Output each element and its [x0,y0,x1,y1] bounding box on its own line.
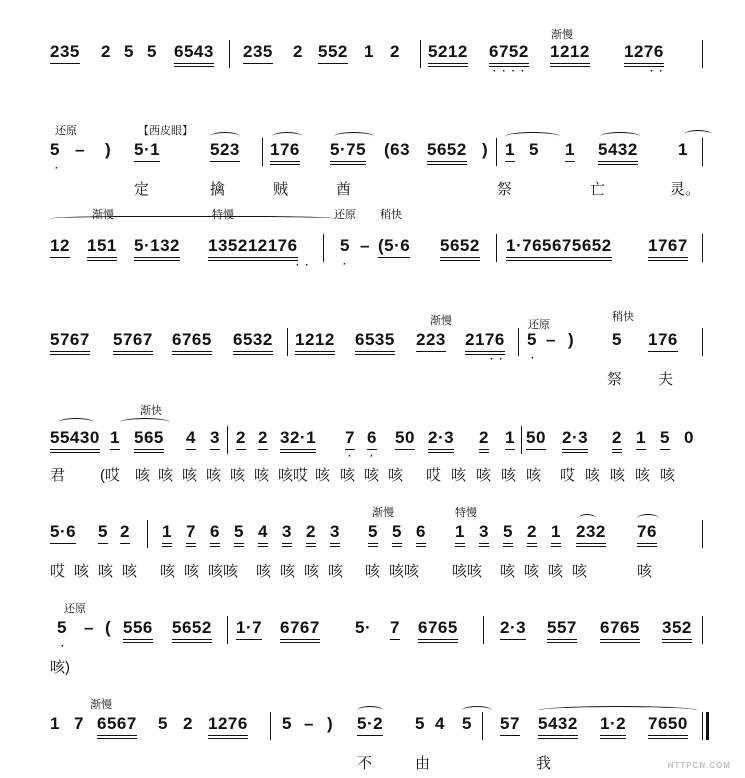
jianpu-score: 渐慢 235 2 5 5 6543 235 2 552 1 2 5212 6752 ···· 1212 1276 ·· 还原 【西皮眼】 5 · – ) 5·1 523 176 5·75 (63 5652 ) 1 5 1 5432 1 定 擒 贼 酋 祭 亡 灵。 渐慢 特慢 还原 稍快 12 151 5·132 135212176 ·· 5 · – (5·6 5652 1·765675652 1767 渐慢 还原 稍快 5767 5767 6765 6532 1212 6535 223 2176 ·· 5 · – ) 5 176 祭 夫 渐快 55430 1 565 4 3 2 2 32·1 7 · 6 · 50 2·3 2 1 50 2·3 2 1 5 0 君 (哎 咳 咳 咳 咳 咳 咳 咳哎 咳 咳 咳 咳 哎 咳 咳 咳 咳 哎 咳 咳 咳 咳 渐慢 特慢 5·6 5 2 1 7 6 5 4 3 2 3 5 5 6 1 3 5 2 1 232 76 哎 咳 咳 咳 咳 咳 咳咳 咳 咳 咳 咳 咳 咳咳 咳咳 咳 咳 咳 咳 咳 还原 5 · – ( 556 5652 1·7 6767 5· 7 6765 2·3 557 6765 352 咳) 渐慢 1 7 6567 5 2 1276 5 – ) 5·2 5 4 5 57 5432 1·2 7650 不 由 我 HTTPCN.COM [0,0,745,778]
lyric: 咳 [158,467,174,484]
lyric: 咳 [280,563,296,580]
note: 2 [120,522,130,544]
lyric: 咳咳 [452,563,483,580]
note-group: 55430 [50,428,100,453]
lyric: 由 [415,755,431,772]
tempo-mark: 渐快 [140,405,162,417]
lyric: 贼 [273,181,289,198]
barline [270,712,271,740]
lyric: 咳 [364,467,380,484]
note: 7 [186,522,196,547]
barline [702,234,703,262]
barline [229,40,230,68]
note: 5 [392,522,402,547]
note: 5 [503,522,513,547]
note: 5 [158,714,168,733]
note: 1 [565,140,575,162]
lyric: 祭 [607,371,623,388]
note-group: 2·3 [562,428,588,453]
final-barline [702,712,709,740]
lyric: 咳 [315,467,331,484]
note-group: 2 [390,42,400,61]
note: 1 [162,522,172,547]
note: 4 [258,522,268,547]
barline [521,426,522,454]
lyric: 咳 [254,467,270,484]
lyric: 咳咳 [208,563,239,580]
note: 0 [684,428,694,447]
note: 7 [74,714,84,733]
rest: – [304,714,314,733]
paren: ) [105,140,112,159]
note-group: 5432 [598,140,638,165]
note: 2 [306,522,316,547]
lyric: 咳 [256,563,272,580]
note: 7 [390,618,400,640]
lyric: 咳哎 [278,467,309,484]
note: 1 [505,140,515,162]
rest: – [84,618,94,637]
note-group: 523 [210,140,240,162]
note-group: 1276 [208,714,248,739]
barline [227,616,228,644]
tempo-mark: 渐慢 [551,29,573,41]
note-group: 5432 [538,714,578,739]
lyric: 咳 [98,563,114,580]
lyric: 祭 [497,181,513,198]
note: 5 [527,330,537,349]
note-group: 1·765675652 [506,236,612,261]
tempo-mark: 还原 [334,209,356,221]
note-group: 5·6 [50,522,76,544]
lyric: 定 [134,181,150,198]
lyric: 咳 [524,563,540,580]
note: 2 [258,428,268,450]
rest: – [546,330,556,349]
barline [323,234,324,262]
barline [482,712,483,740]
lyric: 咳 [365,563,381,580]
lyric: 咳 [122,563,138,580]
barline [496,138,497,166]
note-group: 352 [662,618,692,643]
lyric: 咳 [476,467,492,484]
note: 3 [282,522,292,547]
lyric: (哎 [100,467,120,484]
note: 5 [415,714,425,733]
note: 4 [435,714,445,733]
lyric: 咳 [526,467,542,484]
note-group: 5 [124,42,134,61]
tempo-mark: 还原 [528,319,550,331]
lyric: 酋 [336,181,352,198]
lyric: 灵。 [670,181,701,198]
note-group: 5767 [113,330,153,355]
paren: ( [105,618,112,637]
barline [147,520,148,548]
paren: ) [327,714,334,733]
note: 2 [612,428,622,453]
lyric: 我 [536,755,552,772]
lyric: 咳 [500,563,516,580]
barline [702,138,703,166]
note-group: (5·6 [378,236,410,258]
barline [702,40,703,68]
lyric: 咳 [635,467,651,484]
note: 5 [340,236,350,255]
lyric: 夫 [658,371,674,388]
note-group: 6765 [418,618,458,643]
note-group: 76 [637,522,657,547]
note-group: 1·2 [600,714,626,739]
note-group: 5·2 [357,714,383,736]
note-group: 1·7 [236,618,262,640]
note: 6 [416,522,426,547]
tempo-mark: 渐慢 [372,507,394,519]
note-group: 1767 [648,236,688,261]
note-group: 6567 [97,714,137,739]
note: 1 [678,140,688,159]
barline [702,520,703,548]
style-mark: 【西皮眼】 [138,125,193,137]
barline [227,426,228,454]
note: 1 [551,522,561,547]
tempo-mark: 稍快 [380,209,402,221]
watermark: HTTPCN.COM [667,761,731,770]
note-group: 2 [101,42,111,61]
barline [702,328,703,356]
note-group: 5·1 [134,140,160,162]
note: 3 [330,522,340,547]
note-group: 50 [395,428,415,450]
note-group: 2·3 [500,618,526,640]
note-group: 1212 [295,330,335,355]
note: 5 [50,140,60,159]
note-group: 2·3 [428,428,454,453]
note-group: 176 [648,330,678,352]
lyric: 咳咳 [389,563,420,580]
note: 5 [612,330,622,349]
lyric: 咳 [328,563,344,580]
lyric: 咳 [637,563,653,580]
lyric: 咳 [206,467,222,484]
note-group: 1276 [624,42,664,67]
lyric: 咳 [501,467,517,484]
note-group: 6532 [233,330,273,355]
note-group: 6767 [280,618,320,643]
note-group: 57 [500,714,520,736]
lyric: 咳 [585,467,601,484]
lyric: 君 [50,467,66,484]
note-group: 32·1 [280,428,316,453]
barline [420,40,421,68]
note-group: 552 [318,42,348,64]
note: 4 [186,428,196,450]
note: 5 [282,714,292,733]
note-group: 5·132 [134,236,180,261]
lyric: 咳 [182,467,198,484]
note: 1 [636,428,646,450]
note: 5 [529,140,539,159]
note-group: 565 [134,428,164,453]
note: 5 [98,522,108,544]
note-group: 5212 [428,42,468,67]
lyric: 咳 [572,563,588,580]
note-group: 6765 [600,618,640,643]
lyric: 亡 [590,181,606,198]
note: 2 [527,522,537,547]
barline [262,138,263,166]
note: 2 [479,428,489,453]
tempo-mark: 特慢 [455,507,477,519]
tempo-mark: 还原 [55,125,77,137]
note: 6 [210,522,220,547]
note: 6 [367,428,377,450]
note: 3 [479,522,489,547]
note-group: 6543 [174,42,214,67]
note: 5 [660,428,670,450]
lyric: 擒 [210,181,226,198]
lyric: 咳 [304,563,320,580]
note: 2 [236,428,246,450]
lyric: 哎 [560,467,576,484]
tempo-mark: 渐慢 [430,315,452,327]
note-group: 135212176 [208,236,298,261]
note-group: 235 [243,42,273,64]
note-group: 50 [526,428,546,450]
lyric: 哎 [50,563,66,580]
note: 1 [505,428,515,450]
lyric: 咳 [548,563,564,580]
note: 5· [355,618,372,637]
lyric: 咳 [388,467,404,484]
barline [287,328,288,356]
tempo-mark: 稍快 [612,311,634,323]
lyric: 不 [357,755,373,772]
lyric: 咳 [135,467,151,484]
lyric: 咳 [184,563,200,580]
lyric: 咳 [660,467,676,484]
note-group: 557 [547,618,577,643]
note-group: 5·75 [330,140,366,165]
tempo-mark: 渐慢 [92,209,114,221]
note-group: 223 [416,330,446,352]
note-group: 556 [123,618,153,643]
tempo-mark: 特慢 [212,209,234,221]
note-group: 5652 [440,236,480,261]
rest: – [75,140,85,159]
lyric: 咳 [230,467,246,484]
lyric: 哎 [426,467,442,484]
lyric: 咳 [340,467,356,484]
note-group: 5652 [172,618,212,643]
rest: – [360,236,370,255]
note-group: 5 [147,42,157,61]
paren: ) [482,140,489,159]
paren: ) [568,330,575,349]
note: 1 [50,714,60,733]
lyric: 咳 [160,563,176,580]
barline [496,234,497,262]
note-group: 7650 [648,714,688,739]
note-group: 2176 [465,330,505,355]
barline [518,328,519,356]
note: 1 [455,522,465,547]
note: 1 [110,428,120,450]
note-group: 176 [270,140,300,165]
lyric: 咳 [610,467,626,484]
note: 3 [210,428,220,450]
note: 7 [345,428,355,450]
note-group: 1 [364,42,374,61]
note-group: 151 [87,236,117,261]
note-group: (63 [384,140,411,159]
note-group: 235 [50,42,80,64]
note-group: 12 [50,236,70,258]
note: 2 [183,714,193,733]
note-group: 5652 [427,140,467,165]
note-group: 1212 [550,42,590,67]
lyric: 咳 [74,563,90,580]
tempo-mark: 还原 [64,603,86,615]
note: 5 [234,522,244,547]
note-group: 5767 [50,330,90,355]
note-group: 6535 [355,330,395,355]
note: 5 [462,714,472,733]
tempo-mark: 渐慢 [90,699,112,711]
note-group: 2 [293,42,303,61]
note-group: 6765 [172,330,212,355]
note: 5 [368,522,378,547]
note-group: 6752 [489,42,529,67]
lyric: 咳) [50,659,70,676]
barline [483,616,484,644]
barline [702,616,703,644]
note-group: 232 [576,522,606,547]
lyric: 咳 [451,467,467,484]
note: 5 [57,618,67,637]
